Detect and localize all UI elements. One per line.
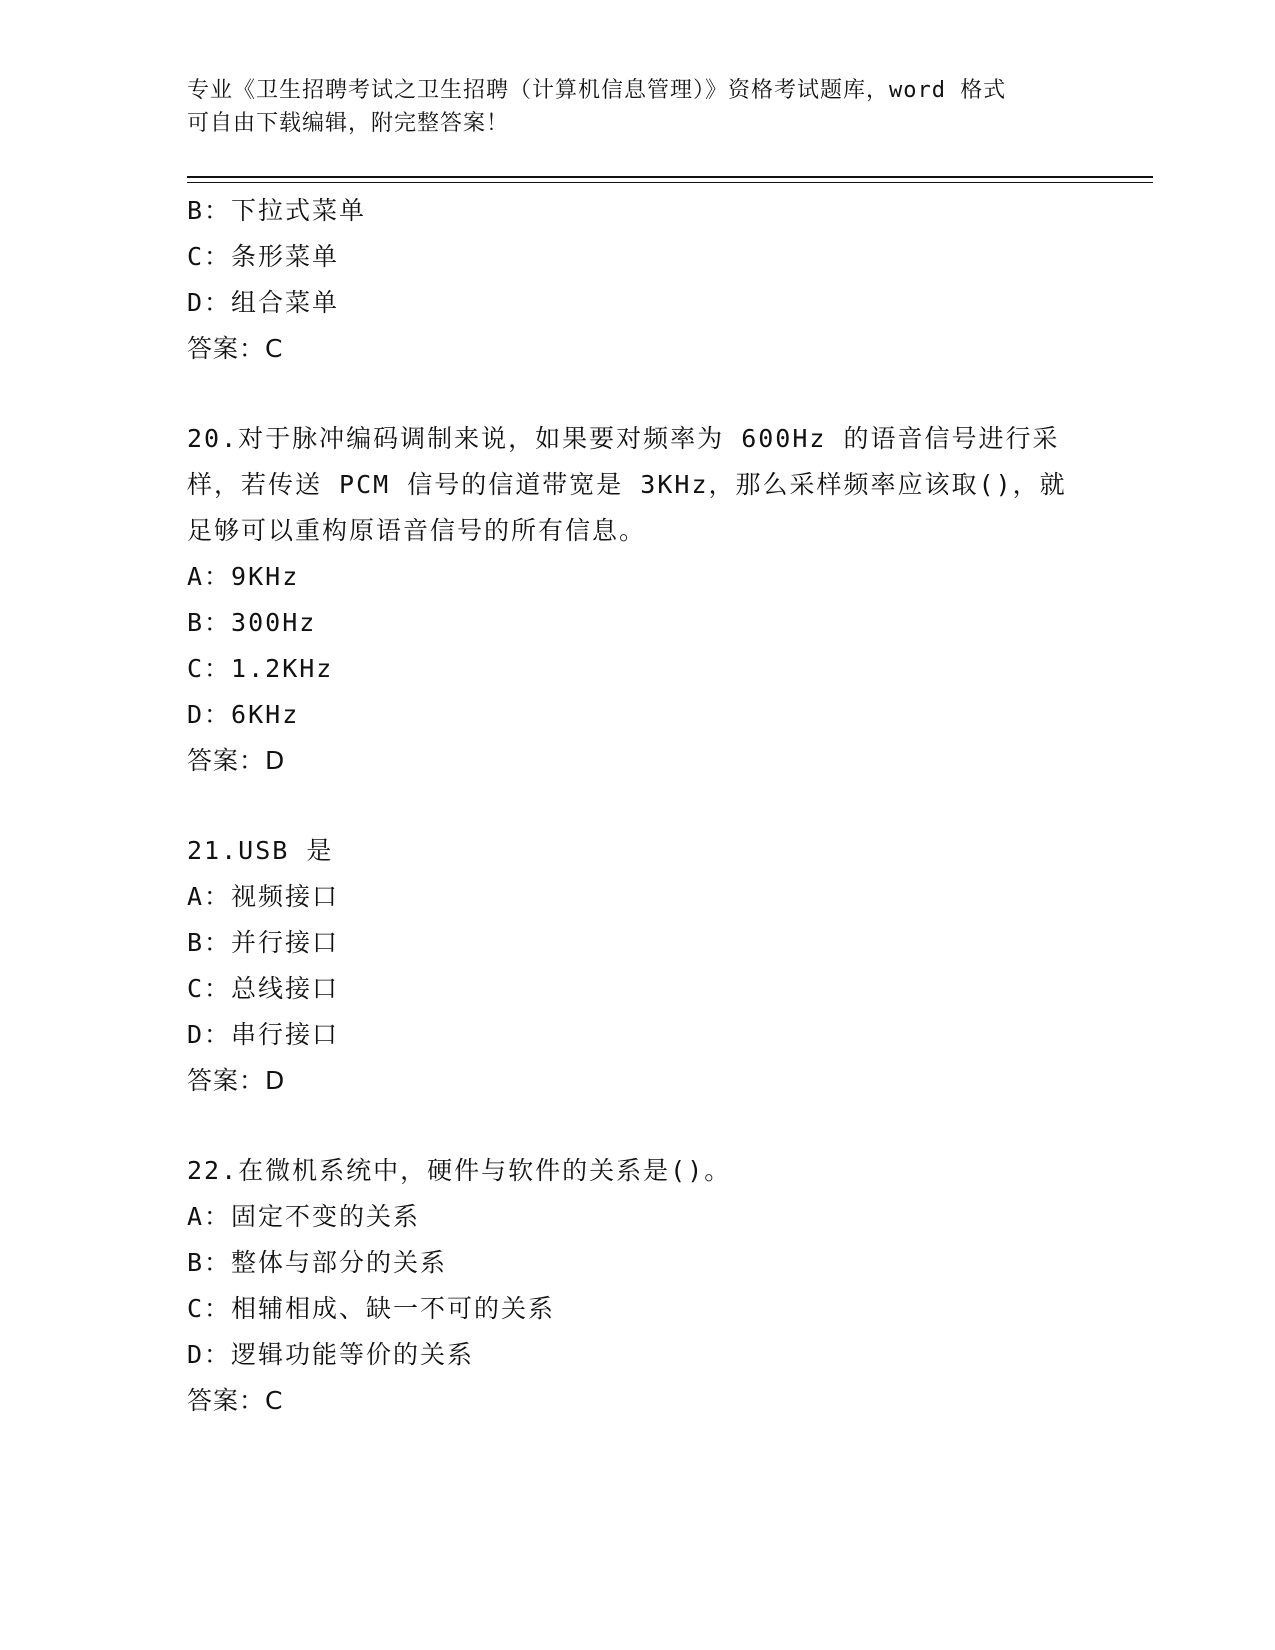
question-text-line: 20.对于脉冲编码调制来说，如果要对频率为 600Hz 的语音信号进行采 [187, 424, 1060, 453]
question-text-line: 21.USB 是 [187, 836, 334, 865]
header-rule-thick [187, 176, 1153, 178]
option-d: D：组合菜单 [187, 288, 340, 317]
question-content [187, 188, 1087, 1424]
option-a: A：视频接口 [187, 882, 340, 911]
option-c: C：相辅相成、缺一不可的关系 [187, 1294, 556, 1323]
option-c: C：条形菜单 [187, 242, 340, 271]
question-21 [187, 828, 1087, 1104]
spacer [187, 1104, 1087, 1148]
option-a: A：固定不变的关系 [187, 1202, 421, 1231]
question-20 [187, 416, 1087, 784]
answer-line: 答案：D [187, 1066, 286, 1095]
spacer [187, 784, 1087, 828]
question-text-line: 样，若传送 PCM 信号的信道带宽是 3KHz，那么采样频率应该取()，就 [187, 470, 1067, 499]
question-text-line: 足够可以重构原语音信号的所有信息。 [187, 516, 647, 545]
option-c: C：1.2KHz [187, 654, 334, 683]
option-b: B：300Hz [187, 608, 317, 637]
page-header [187, 74, 1087, 140]
option-b: B：整体与部分的关系 [187, 1248, 448, 1277]
question-19-tail [187, 188, 1087, 372]
option-d: D：6KHz [187, 700, 300, 729]
option-a: A：9KHz [187, 562, 300, 591]
answer-line: 答案：C [187, 334, 284, 363]
spacer [187, 372, 1087, 416]
header-rule-thin [187, 182, 1153, 183]
option-b: B：下拉式菜单 [187, 196, 367, 225]
option-c: C：总线接口 [187, 974, 340, 1003]
header-line-1: 专业《卫生招聘考试之卫生招聘（计算机信息管理）》资格考试题库，word 格式 [187, 78, 1007, 103]
answer-line: 答案：D [187, 746, 286, 775]
option-d: D：逻辑功能等价的关系 [187, 1340, 475, 1369]
header-line-2: 可自由下载编辑，附完整答案！ [187, 111, 510, 136]
question-22 [187, 1148, 1087, 1424]
option-d: D：串行接口 [187, 1020, 340, 1049]
answer-line: 答案：C [187, 1386, 284, 1415]
option-b: B：并行接口 [187, 928, 340, 957]
question-text-line: 22.在微机系统中，硬件与软件的关系是()。 [187, 1156, 732, 1185]
